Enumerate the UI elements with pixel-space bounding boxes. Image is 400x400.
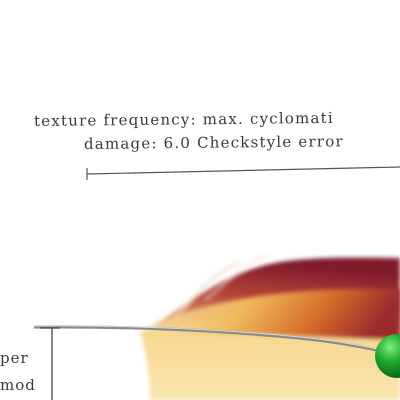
scale-bar bbox=[87, 167, 400, 180]
left-label-line-2: mod bbox=[0, 376, 36, 394]
left-bracket bbox=[40, 328, 60, 400]
left-label-line-1: per bbox=[0, 349, 29, 367]
caption-line-2: damage: 6.0 Checkstyle error bbox=[83, 132, 344, 153]
feather-vane-main bbox=[140, 289, 400, 400]
caption-line-1: texture frequency: max. cyclomati bbox=[33, 108, 334, 130]
